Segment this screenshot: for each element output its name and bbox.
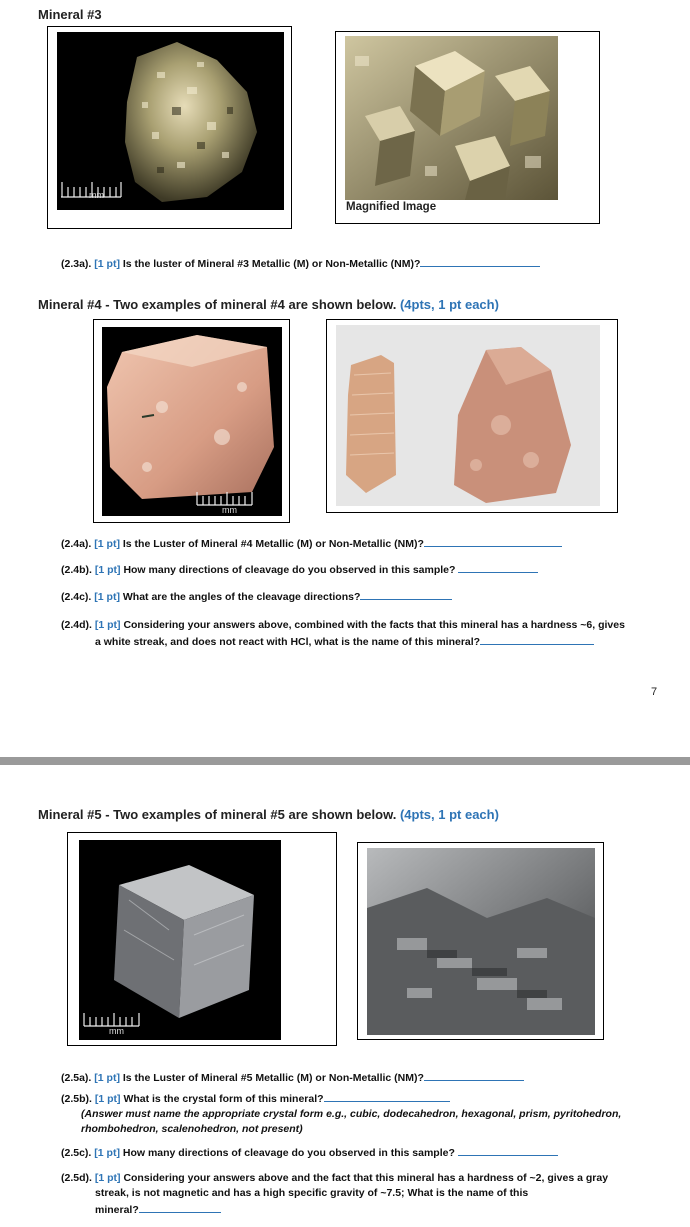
- question-number: (2.4c).: [61, 591, 92, 603]
- question-number: (2.5b).: [61, 1093, 92, 1105]
- mineral5-specimen-photo-1: [79, 840, 281, 1040]
- question-number: (2.5d).: [61, 1172, 92, 1184]
- mineral4-photo-frame-2: [326, 319, 618, 513]
- question-2-3a: [61, 255, 540, 272]
- question-note-line-2: rhombohedron, scalenohedron, not present): [81, 1123, 303, 1135]
- question-text: What are the angles of the cleavage directions?: [122, 591, 361, 603]
- question-number: (2.3a).: [61, 258, 92, 270]
- mineral3-heading-text: Mineral #3: [38, 7, 102, 22]
- question-2-5d: [61, 1171, 671, 1218]
- question-text: Is the luster of Mineral #3 Metallic (M) or Non-Metallic (NM)?: [122, 258, 421, 270]
- magnified-image-caption: Magnified Image: [346, 201, 437, 213]
- question-number: (2.4d).: [61, 619, 92, 631]
- question-text: Is the Luster of Mineral #5 Metallic (M) or Non-Metallic (NM)?: [122, 1072, 424, 1084]
- question-2-4a: [61, 535, 562, 552]
- question-points: [1 pt]: [94, 538, 120, 550]
- mineral4-photo-frame-1: [93, 319, 290, 523]
- answer-blank[interactable]: [324, 1090, 450, 1102]
- answer-blank[interactable]: [424, 1069, 524, 1081]
- scale-bar-icon: [84, 1013, 139, 1026]
- orthoclase-block-image: [102, 327, 282, 516]
- question-2-5b: [61, 1090, 671, 1137]
- question-note-line-1: (Answer must name the appropriate crystal form e.g., cubic, dodecahedron, hexagonal, prism, pyritohedron,: [81, 1108, 622, 1120]
- answer-blank[interactable]: [139, 1201, 221, 1213]
- question-points: [1 pt]: [94, 1072, 120, 1084]
- mineral3-specimen-photo: [57, 32, 284, 210]
- galena-closeup-image: [367, 848, 595, 1035]
- galena-cube-image: [79, 840, 281, 1040]
- question-text-line-2: a white streak, and does not react with HCl, what is the name of this mineral?: [95, 636, 481, 648]
- question-text: Is the Luster of Mineral #4 Metallic (M) or Non-Metallic (NM)?: [122, 538, 424, 550]
- question-text-line-1: Considering your answers above and the fact that this mineral has a hardness of ~2, gives a gray: [123, 1172, 609, 1184]
- question-text: What is the crystal form of this mineral?: [123, 1093, 324, 1105]
- question-points: [1 pt]: [94, 619, 121, 631]
- question-2-5c: [61, 1144, 558, 1161]
- mineral3-photo-frame: [47, 26, 292, 229]
- question-points: [1 pt]: [94, 1093, 121, 1105]
- mineral5-photo-frame-1: [67, 832, 337, 1046]
- scale-label: mm: [109, 1026, 124, 1036]
- question-text: How many directions of cleavage do you observed in this sample?: [123, 564, 456, 576]
- mineral3-magnified-photo: [345, 36, 558, 200]
- mineral3-magnified-frame: [335, 31, 600, 224]
- question-2-4b: [61, 561, 538, 578]
- answer-blank[interactable]: [360, 588, 452, 600]
- mineral3-heading: [38, 7, 102, 22]
- question-points: [1 pt]: [94, 258, 120, 270]
- question-points: [1 pt]: [94, 1172, 121, 1184]
- mineral4-specimen-photo-1: [102, 327, 282, 516]
- mineral5-photo-frame-2: [357, 842, 604, 1040]
- mineral5-heading-text: Mineral #5 - Two examples of mineral #5 are shown below.: [38, 807, 397, 822]
- pyrite-nugget-image: [57, 32, 284, 210]
- mineral4-heading: [38, 297, 499, 312]
- question-number: (2.4b).: [61, 564, 92, 576]
- mineral5-specimen-photo-2: [367, 848, 595, 1035]
- mineral5-heading-points: (4pts, 1 pt each): [399, 807, 499, 822]
- mineral5-heading: [38, 807, 499, 822]
- question-number: (2.4a).: [61, 538, 92, 550]
- page-number: 7: [651, 686, 658, 698]
- answer-blank[interactable]: [420, 255, 540, 267]
- answer-blank[interactable]: [424, 535, 562, 547]
- question-text-line-1: Considering your answers above, combined with the facts that this mineral has a hardness ~6, gives: [123, 619, 625, 631]
- scale-label: mm: [89, 190, 104, 200]
- orthoclase-pair-image: [336, 325, 600, 506]
- question-points: [1 pt]: [94, 591, 120, 603]
- mineral4-heading-points: (4pts, 1 pt each): [399, 297, 499, 312]
- scale-label: mm: [222, 505, 237, 515]
- answer-blank[interactable]: [458, 1144, 558, 1156]
- question-text: How many directions of cleavage do you observed in this sample?: [122, 1147, 455, 1159]
- question-text-line-2: streak, is not magnetic and has a high specific gravity of ~7.5; What is the name of this: [95, 1187, 529, 1199]
- question-points: [1 pt]: [94, 564, 121, 576]
- answer-blank[interactable]: [480, 633, 594, 645]
- question-2-4d: [61, 618, 671, 650]
- question-2-5a: [61, 1069, 524, 1086]
- question-number: (2.5c).: [61, 1147, 92, 1159]
- question-number: (2.5a).: [61, 1072, 92, 1084]
- answer-blank[interactable]: [458, 561, 538, 573]
- pyrite-cubes-image: [345, 36, 558, 200]
- question-2-4c: [61, 588, 452, 605]
- page-divider: [0, 757, 690, 765]
- question-points: [1 pt]: [94, 1147, 120, 1159]
- question-text-line-3: mineral?: [95, 1204, 139, 1216]
- mineral4-specimen-photo-2: [336, 325, 600, 506]
- mineral4-heading-text: Mineral #4 - Two examples of mineral #4 are shown below.: [38, 297, 397, 312]
